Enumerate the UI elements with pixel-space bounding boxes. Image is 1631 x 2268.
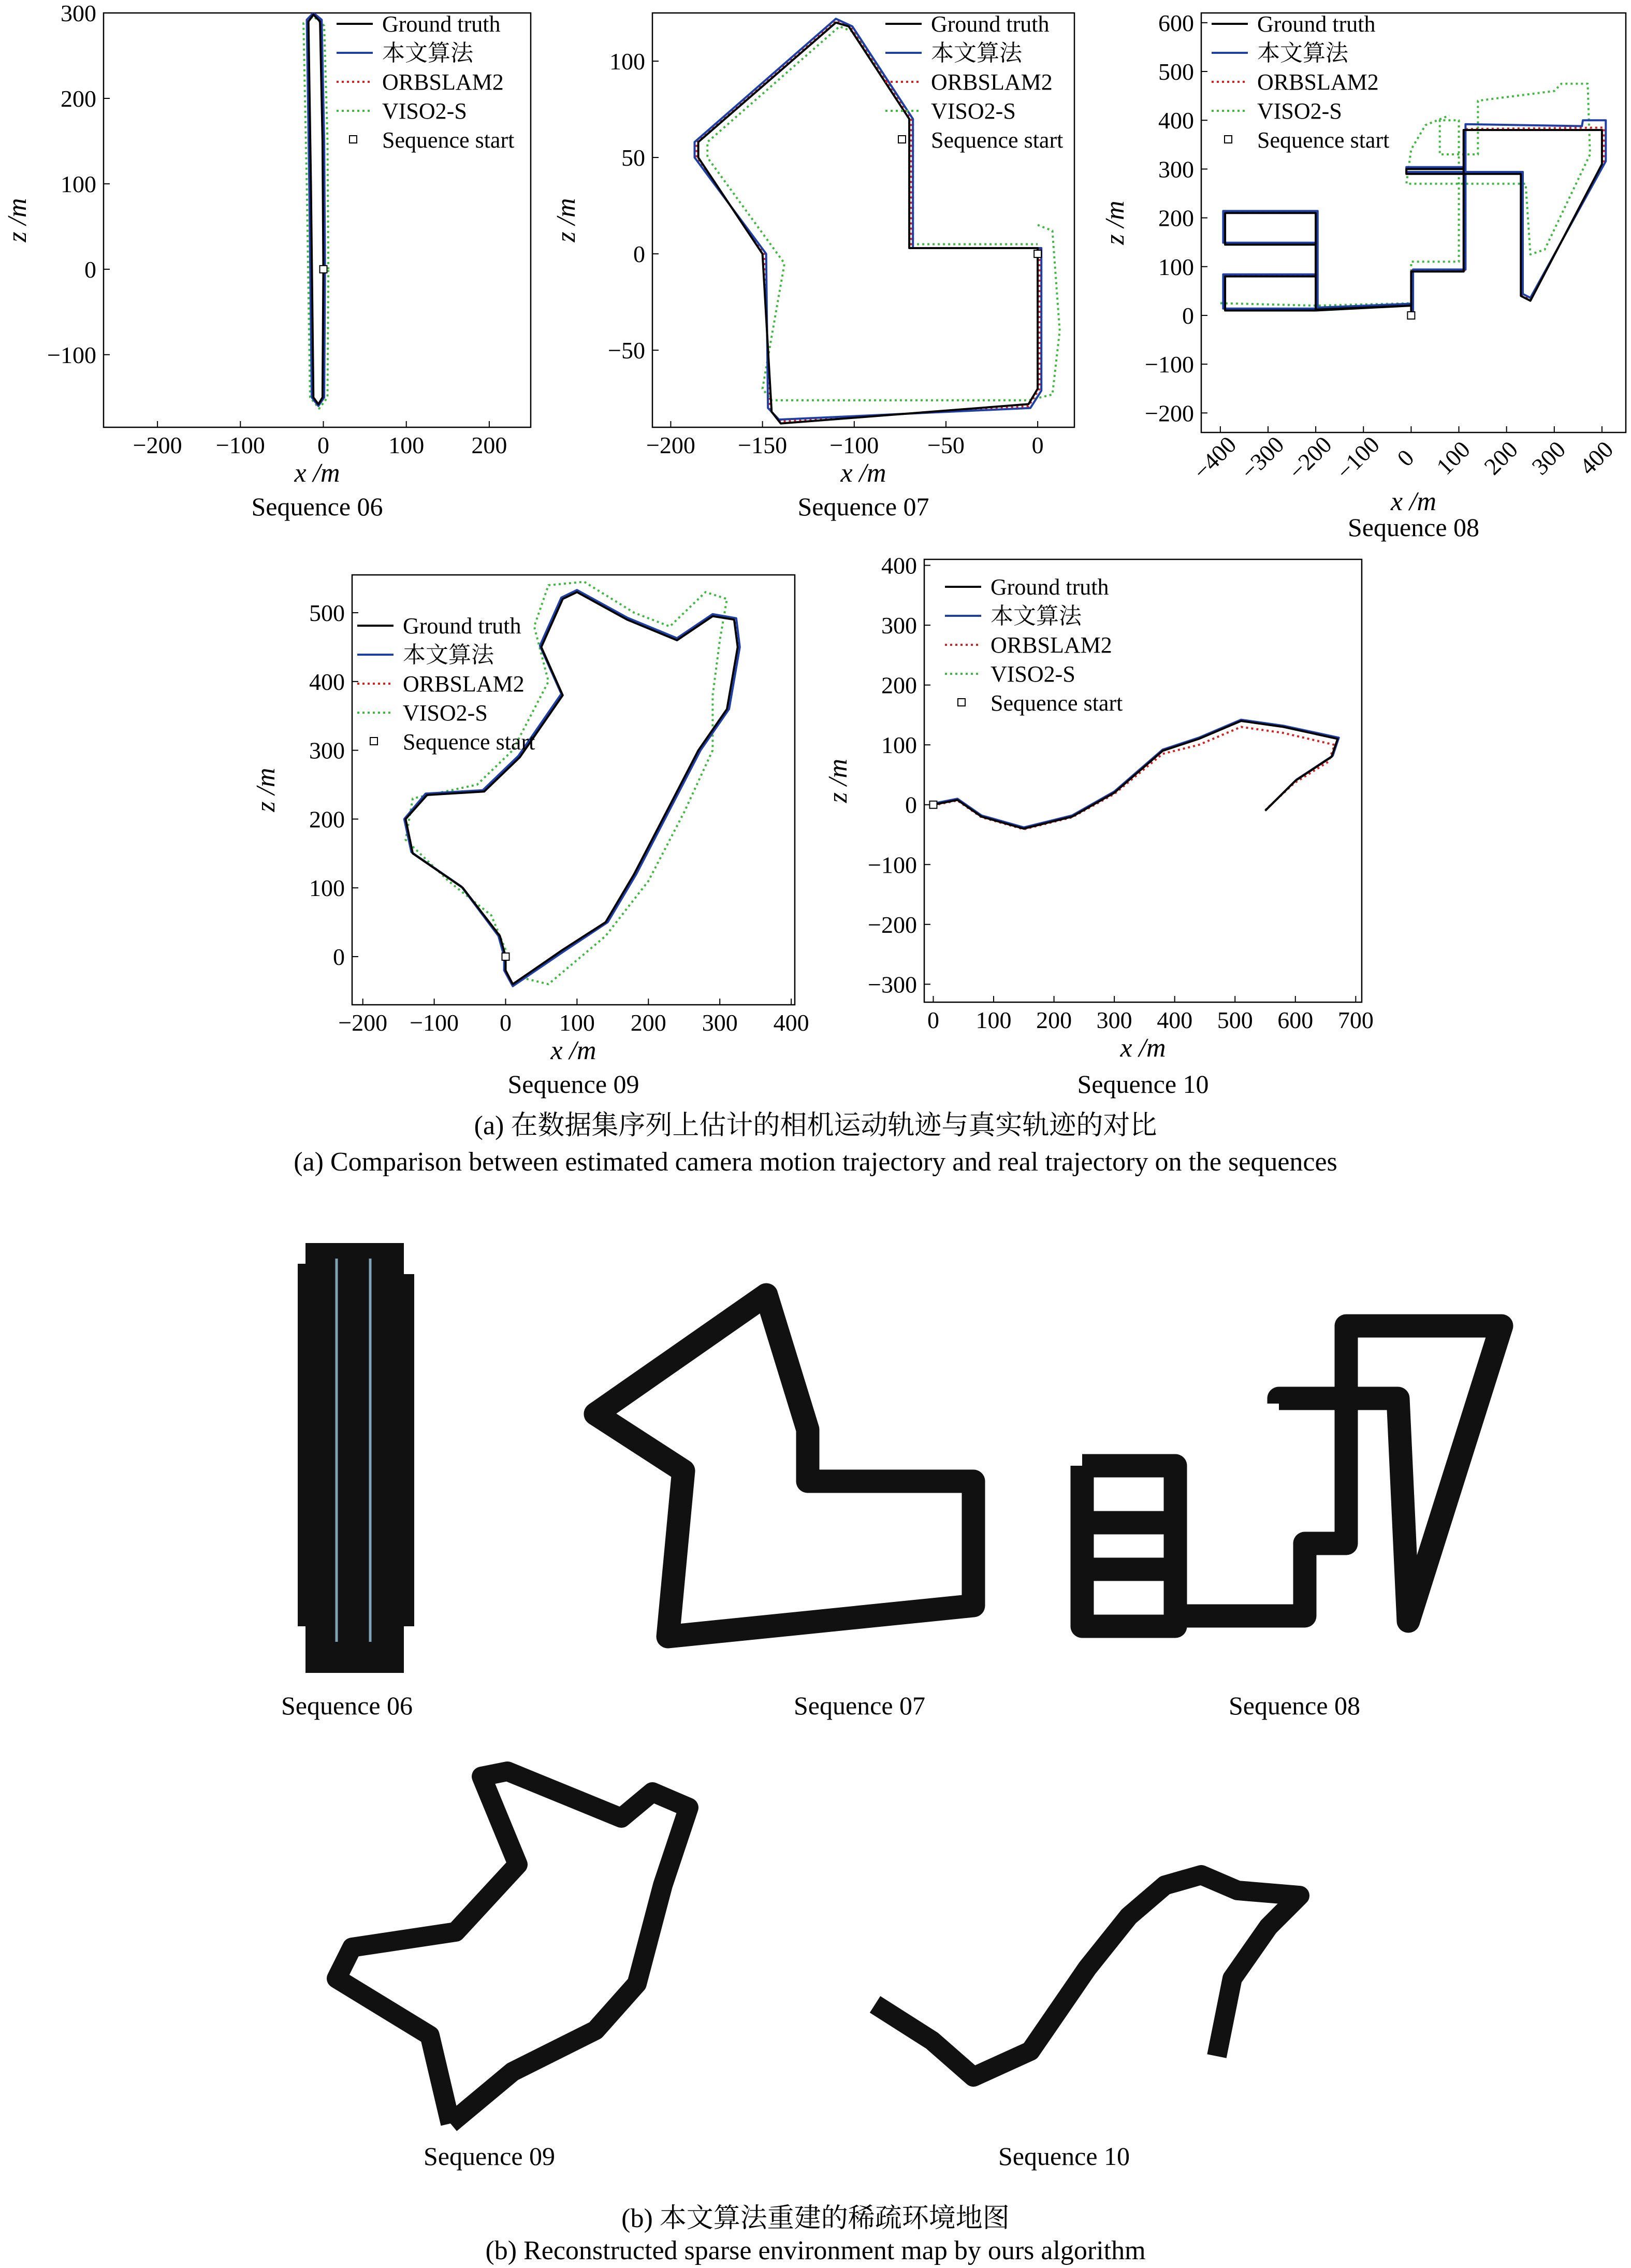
legend	[945, 574, 1123, 716]
caption-a-en: (a) Comparison between estimated camera motion trajectory and real trajectory on the sequences	[294, 1147, 1337, 1177]
plot-title: Sequence 08	[1347, 513, 1480, 542]
series-group	[934, 720, 1339, 830]
y-tick-label: 600	[1158, 9, 1194, 36]
x-tick-label: −150	[738, 432, 788, 458]
map-label-sequence-08: Sequence 08	[1228, 1691, 1361, 1720]
legend-label: Sequence start	[382, 127, 515, 153]
legend-label: Sequence start	[991, 690, 1123, 716]
legend-marker	[350, 136, 357, 143]
y-tick-label: 400	[309, 668, 345, 695]
sequence-start-marker	[502, 953, 509, 960]
legend-label: ORBSLAM2	[403, 671, 525, 697]
y-tick-label: 100	[61, 170, 96, 197]
sequence-start-marker	[1407, 312, 1415, 319]
y-tick-label: 0	[333, 944, 345, 971]
x-tick-label: 0	[317, 432, 330, 458]
y-tick-label: −200	[1145, 400, 1194, 427]
map-label-sequence-07: Sequence 07	[793, 1691, 926, 1720]
x-tick-label: −100	[1331, 431, 1385, 485]
legend-label: ORBSLAM2	[991, 632, 1112, 658]
x-tick-label: −50	[927, 432, 965, 458]
legend-label: Ground truth	[991, 574, 1109, 600]
plot-5	[823, 553, 1374, 1099]
x-tick-label: −200	[646, 432, 695, 458]
x-tick-label: 200	[471, 432, 507, 458]
y-tick-label: 500	[1158, 59, 1194, 85]
x-tick-label: 100	[1431, 436, 1475, 480]
sequence-start-marker	[929, 801, 937, 808]
legend-label: 本文算法	[403, 642, 494, 668]
y-tick-label: 300	[61, 0, 96, 26]
legend-label: VISO2-S	[403, 700, 488, 726]
y-tick-label: 500	[309, 600, 345, 627]
y-tick-label: 400	[1158, 107, 1194, 134]
plot-frame	[352, 575, 795, 1005]
y-tick-label: 100	[609, 48, 645, 75]
sequence-start-marker	[320, 266, 327, 273]
y-tick-label: 200	[309, 806, 345, 833]
x-tick-label: 0	[1031, 432, 1044, 458]
y-tick-label: 100	[881, 732, 917, 759]
map-label-sequence-06: Sequence 06	[281, 1691, 413, 1720]
legend-label: ORBSLAM2	[382, 69, 504, 95]
x-tick-label: 200	[1036, 1007, 1072, 1033]
legend-marker	[958, 699, 965, 706]
map-sequence-10	[875, 1875, 1300, 2077]
x-tick-label: 0	[1392, 444, 1419, 472]
plot-title: Sequence 09	[507, 1070, 639, 1099]
x-tick-label: 100	[559, 1009, 595, 1036]
map-sequence-08	[1082, 1326, 1502, 1626]
map-sequence-07	[595, 1295, 973, 1637]
sequence-start-marker	[1034, 250, 1041, 257]
y-tick-label: 100	[1158, 253, 1194, 280]
x-tick-label: −300	[1235, 431, 1289, 485]
legend-marker	[898, 136, 906, 143]
y-axis-label: z /m	[251, 768, 281, 812]
x-tick-label: 100	[388, 432, 425, 458]
y-axis-label: z /m	[3, 198, 32, 242]
map-label-sequence-09: Sequence 09	[423, 2142, 556, 2171]
y-axis-label: z /m	[1100, 200, 1130, 245]
y-tick-label: −100	[47, 341, 96, 368]
x-tick-label: 300	[702, 1009, 738, 1036]
legend-marker	[370, 738, 377, 745]
x-tick-label: 500	[1217, 1007, 1253, 1033]
x-tick-label: 0	[927, 1007, 939, 1033]
legend-label: 本文算法	[1257, 40, 1348, 66]
y-axis-label: z /m	[551, 198, 581, 242]
x-tick-label: −400	[1188, 431, 1242, 485]
legend	[1212, 11, 1389, 153]
series-line	[934, 727, 1335, 830]
legend-label: VISO2-S	[382, 98, 467, 124]
y-tick-label: 0	[1182, 302, 1194, 329]
y-tick-label: 0	[84, 256, 96, 283]
y-tick-label: 50	[621, 145, 645, 171]
y-axis-label: z /m	[823, 758, 853, 803]
x-tick-label: 200	[1479, 436, 1523, 480]
y-tick-label: −300	[868, 971, 917, 998]
caption-b-cn: (b) 本文算法重建的稀疏环境地图	[621, 2204, 1010, 2233]
y-tick-label: 200	[61, 85, 96, 112]
legend-label: 本文算法	[931, 40, 1022, 66]
x-tick-label: 400	[1157, 1007, 1193, 1033]
legend-label: Sequence start	[403, 729, 535, 755]
caption-a-cn: (a) 在数据集序列上估计的相机运动轨迹与真实轨迹的对比	[474, 1111, 1157, 1140]
x-tick-label: 100	[975, 1007, 1012, 1033]
x-tick-label: −100	[410, 1009, 459, 1036]
map-sequence-09	[337, 1771, 689, 2123]
y-tick-label: 0	[633, 241, 645, 268]
x-tick-label: 200	[630, 1009, 666, 1036]
y-tick-label: 0	[905, 791, 917, 818]
x-axis-label: x /m	[840, 458, 886, 488]
map-sequence-06	[298, 1243, 414, 1673]
x-tick-label: −200	[1283, 431, 1337, 485]
legend-marker	[1225, 136, 1232, 143]
y-tick-label: 300	[309, 737, 345, 764]
legend-label: ORBSLAM2	[931, 69, 1053, 95]
legend-label: Ground truth	[1257, 11, 1376, 37]
legend-label: Ground truth	[931, 11, 1050, 37]
x-tick-label: 700	[1337, 1007, 1374, 1033]
x-axis-label: x /m	[550, 1036, 596, 1065]
y-tick-label: 300	[881, 612, 917, 639]
legend-label: 本文算法	[991, 603, 1082, 629]
x-axis-label: x /m	[294, 458, 340, 488]
x-tick-label: 400	[1574, 436, 1619, 480]
y-tick-label: −50	[608, 337, 645, 364]
legend	[357, 613, 535, 755]
x-tick-label: 300	[1096, 1007, 1132, 1033]
x-axis-label: x /m	[1390, 487, 1437, 516]
y-tick-label: 300	[1158, 156, 1194, 183]
y-tick-label: −100	[1145, 351, 1194, 378]
sparse-maps	[281, 1243, 1502, 2171]
x-tick-label: −200	[133, 432, 182, 458]
x-tick-label: 300	[1526, 436, 1571, 480]
plot-title: Sequence 10	[1077, 1070, 1209, 1099]
trajectory-plots	[3, 0, 1626, 1099]
legend-label: Ground truth	[382, 11, 501, 37]
plot-4	[251, 575, 809, 1099]
legend-label: ORBSLAM2	[1257, 69, 1379, 95]
x-tick-label: 600	[1277, 1007, 1314, 1033]
legend-label: Sequence start	[1257, 127, 1390, 153]
plot-3	[1100, 10, 1626, 542]
plot-title: Sequence 06	[251, 492, 383, 521]
legend-label: Ground truth	[403, 613, 521, 639]
plot-2	[551, 11, 1074, 521]
y-tick-label: 200	[881, 672, 917, 699]
y-tick-label: −100	[868, 851, 917, 878]
x-tick-label: −100	[215, 432, 265, 458]
legend-label: VISO2-S	[991, 661, 1075, 687]
legend	[337, 11, 514, 153]
series-line	[934, 721, 1338, 829]
caption-b-en: (b) Reconstructed sparse environment map by ours algorithm	[485, 2236, 1146, 2265]
x-tick-label: −200	[338, 1009, 388, 1036]
legend-label: VISO2-S	[931, 98, 1016, 124]
series-group	[303, 13, 328, 409]
legend-label: 本文算法	[382, 40, 473, 66]
y-tick-label: 200	[1158, 205, 1194, 232]
plot-1	[3, 0, 531, 521]
x-tick-label: −100	[829, 432, 879, 458]
plot-title: Sequence 07	[797, 492, 929, 521]
x-axis-label: x /m	[1120, 1033, 1166, 1063]
x-tick-label: 400	[773, 1009, 809, 1036]
x-tick-label: 0	[499, 1009, 512, 1036]
y-tick-label: 400	[881, 552, 917, 579]
legend-label: VISO2-S	[1257, 98, 1342, 124]
y-tick-label: 100	[309, 875, 345, 902]
map-label-sequence-10: Sequence 10	[998, 2142, 1130, 2171]
legend-label: Sequence start	[931, 127, 1064, 153]
y-tick-label: −200	[868, 911, 917, 938]
